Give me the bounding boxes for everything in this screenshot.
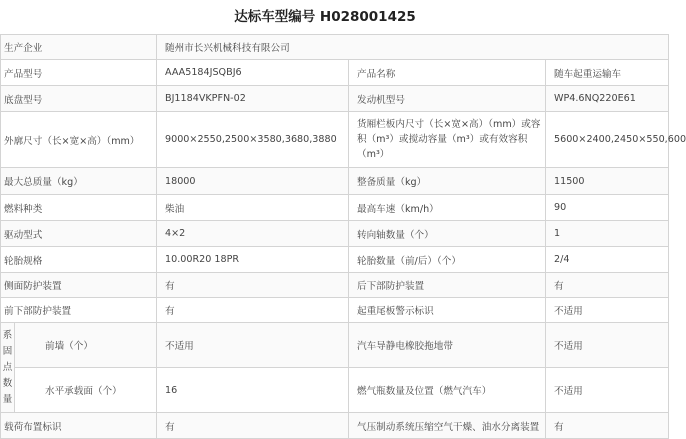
label-steer-axles: 转向轴数量（个） bbox=[349, 221, 546, 247]
label-tire-count: 轮胎数量（前/后）（个） bbox=[349, 247, 546, 273]
table-row bbox=[1, 298, 669, 323]
value-tail-lift-mark: 不适用 bbox=[546, 298, 669, 323]
value-gas-cylinder: 不适用 bbox=[546, 368, 669, 413]
table-row bbox=[1, 60, 669, 86]
group-char: 点 bbox=[2, 361, 13, 373]
label-air-dryer: 气压制动系统压缩空气干燥、油水分离装置 bbox=[349, 413, 546, 439]
table-row bbox=[1, 247, 669, 273]
label-front-wall: 前墙（个） bbox=[15, 323, 157, 368]
label-cargo-dims: 货厢栏板内尺寸（长×宽×高）（mm）或容积（m³）或搅动容量（m³）或有效容积（m³） bbox=[349, 112, 546, 168]
label-tire: 轮胎规格 bbox=[1, 247, 157, 273]
group-label-fixing-points bbox=[1, 323, 15, 413]
value-dims: 9000×2550,2500×3580,3680,3880 bbox=[157, 112, 349, 168]
value-front-guard: 有 bbox=[157, 298, 349, 323]
value-steer-axles: 1 bbox=[546, 221, 669, 247]
table-row bbox=[1, 195, 669, 221]
label-fuel: 燃料种类 bbox=[1, 195, 157, 221]
table-row bbox=[1, 112, 669, 168]
label-chassis: 底盘型号 bbox=[1, 86, 157, 112]
value-tire-count: 2/4 bbox=[546, 247, 669, 273]
table-row bbox=[1, 368, 669, 413]
value-bearing-surface: 16 bbox=[157, 368, 349, 413]
value-cargo-mark: 有 bbox=[157, 413, 349, 439]
label-mass: 最大总质量（kg） bbox=[1, 168, 157, 195]
label-max-speed: 最高车速（km/h） bbox=[349, 195, 546, 221]
value-mass: 18000 bbox=[157, 168, 349, 195]
label-tail-lift-mark: 起重尾板警示标识 bbox=[349, 298, 546, 323]
table-row bbox=[1, 86, 669, 112]
label-engine: 发动机型号 bbox=[349, 86, 546, 112]
label-product-name: 产品名称 bbox=[349, 60, 546, 86]
value-max-speed: 90 bbox=[546, 195, 669, 221]
value-manufacturer: 随州市长兴机械科技有限公司 bbox=[157, 35, 669, 60]
label-front-guard: 前下部防护装置 bbox=[1, 298, 157, 323]
value-front-wall: 不适用 bbox=[157, 323, 349, 368]
table-row bbox=[1, 273, 669, 298]
table-row bbox=[1, 413, 669, 439]
label-static-strap: 汽车导静电橡胶拖地带 bbox=[349, 323, 546, 368]
value-curb-mass: 11500 bbox=[546, 168, 669, 195]
label-rear-guard: 后下部防护装置 bbox=[349, 273, 546, 298]
table-row bbox=[1, 221, 669, 247]
value-model: AAA5184JSQBJ6 bbox=[157, 60, 349, 86]
spec-table bbox=[0, 34, 686, 439]
value-product-name: 随车起重运输车 bbox=[546, 60, 669, 86]
label-model: 产品型号 bbox=[1, 60, 157, 86]
label-gas-cylinder: 燃气瓶数量及位置（燃气汽车） bbox=[349, 368, 546, 413]
label-bearing-surface: 水平承载面（个） bbox=[15, 368, 157, 413]
page-title: 达标车型编号 H028001425 bbox=[234, 9, 416, 25]
group-char: 系 bbox=[2, 329, 13, 341]
table-row bbox=[1, 323, 669, 368]
table-row bbox=[1, 168, 669, 195]
label-curb-mass: 整备质量（kg） bbox=[349, 168, 546, 195]
value-static-strap: 不适用 bbox=[546, 323, 669, 368]
group-char: 数 bbox=[2, 377, 13, 389]
label-manufacturer: 生产企业 bbox=[1, 35, 157, 60]
group-char: 量 bbox=[2, 393, 13, 405]
value-air-dryer: 有 bbox=[546, 413, 669, 439]
value-side-guard: 有 bbox=[157, 273, 349, 298]
value-fuel: 柴油 bbox=[157, 195, 349, 221]
table-row bbox=[1, 35, 669, 60]
label-side-guard: 侧面防护装置 bbox=[1, 273, 157, 298]
label-drive: 驱动型式 bbox=[1, 221, 157, 247]
group-char: 固 bbox=[2, 345, 13, 357]
value-tire: 10.00R20 18PR bbox=[157, 247, 349, 273]
value-engine: WP4.6NQ220E61 bbox=[546, 86, 669, 112]
value-cargo-dims: 5600×2400,2450×550,600 bbox=[546, 112, 669, 168]
value-chassis: BJ1184VKPFN-02 bbox=[157, 86, 349, 112]
value-rear-guard: 有 bbox=[546, 273, 669, 298]
label-dims: 外廓尺寸（长×宽×高）（mm） bbox=[1, 112, 157, 168]
label-cargo-mark: 载荷布置标识 bbox=[1, 413, 157, 439]
value-drive: 4×2 bbox=[157, 221, 349, 247]
